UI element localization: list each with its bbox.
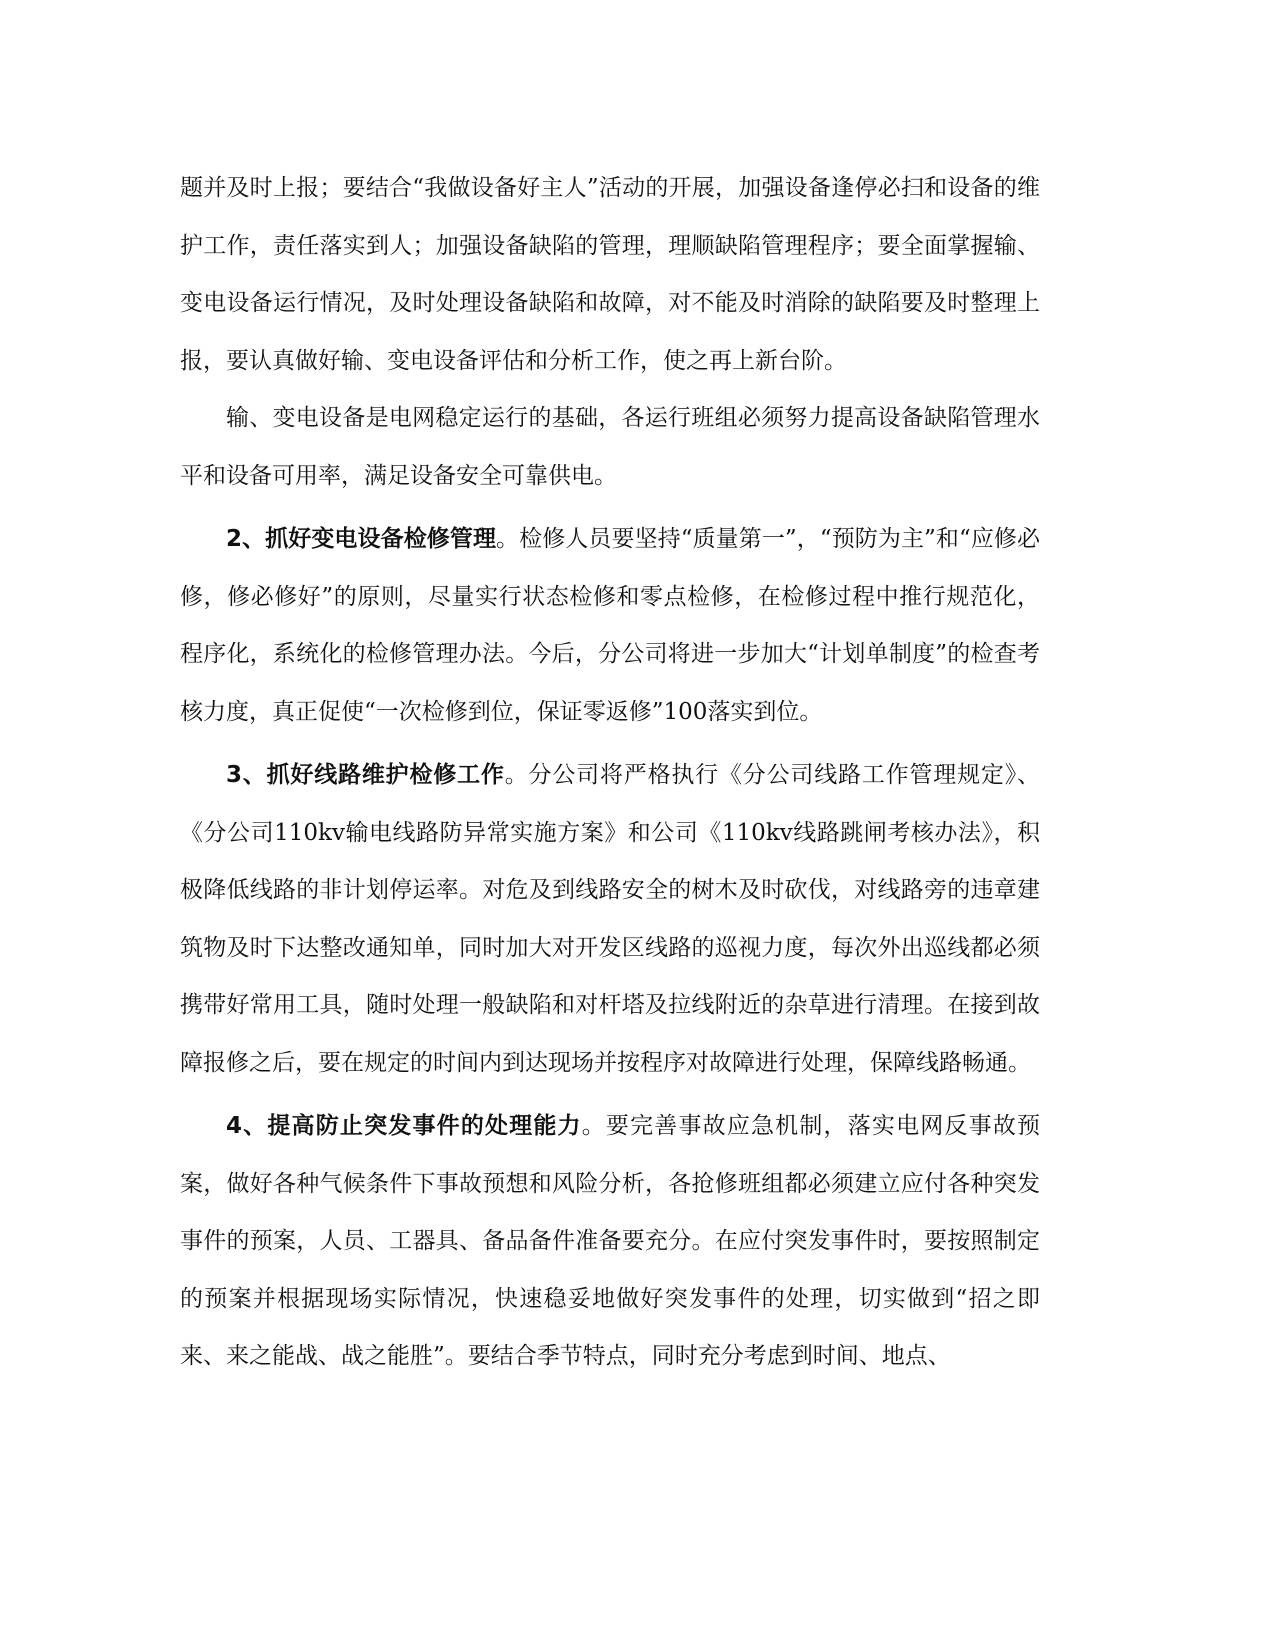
paragraph-emergency-response (180, 1098, 1040, 1386)
paragraph-text: 输、变电设备是电网稳定运行的基础，各运行班组必须努力提高设备缺陷管理水平和设备可用率，满足设备安全可靠供电。 (180, 405, 1040, 489)
paragraph-substation-maintenance (180, 511, 1040, 741)
document-body (180, 160, 1040, 1386)
paragraph-text: 。检修人员要坚持“质量第一”，“预防为主”和“应修必修，修必修好”的原则，尽量实行状态检修和零点检修，在检修过程中推行规范化，程序化，系统化的检修管理办法。今后，分公司将进一步加大“计划单制度”的检查考核力度，真正促使“一次检修到位，保证零返修”100落实到位。 (180, 526, 1040, 725)
section-heading: 3、抓好线路维护检修工作 (226, 762, 505, 788)
paragraph-line-maintenance (180, 747, 1040, 1092)
section-heading: 2、抓好变电设备检修管理 (226, 526, 497, 552)
paragraph-continuation (180, 160, 1040, 390)
paragraph-equipment-basis (180, 390, 1040, 505)
section-heading: 4、提高防止突发事件的处理能力 (226, 1113, 582, 1139)
paragraph-text: 题并及时上报；要结合“我做设备好主人”活动的开展，加强设备逢停必扫和设备的维护工作，责任落实到人；加强设备缺陷的管理，理顺缺陷管理程序；要全面掌握输、变电设备运行情况，及时处理设备缺陷和故障，对不能及时消除的缺陷要及时整理上报，要认真做好输、变电设备评估和分析工作，使之再上新台阶。 (180, 175, 1040, 374)
paragraph-text: 。要完善事故应急机制，落实电网反事故预案，做好各种气候条件下事故预想和风险分析，各抢修班组都必须建立应付各种突发事件的预案，人员、工器具、备品备件准备要充分。在应付突发事件时，要按照制定的预案并根据现场实际情况，快速稳妥地做好突发事件的处理，切实做到“招之即来、来之能战、战之能胜”。要结合季节特点，同时充分考虑到时间、地点、 (180, 1113, 1040, 1369)
paragraph-text: 。分公司将严格执行《分公司线路工作管理规定》、《分公司110kv输电线路防异常实施方案》和公司《110kv线路跳闸考核办法》，积极降低线路的非计划停运率。对危及到线路安全的树木及时砍伐，对线路旁的违章建筑物及时下达整改通知单，同时加大对开发区线路的巡视力度，每次外出巡线都必须携带好常用工具，随时处理一般缺陷和对杆塔及拉线附近的杂草进行清理。在接到故障报修之后，要在规定的时间内到达现场并按程序对故障进行处理，保障线路畅通。 (180, 762, 1041, 1076)
